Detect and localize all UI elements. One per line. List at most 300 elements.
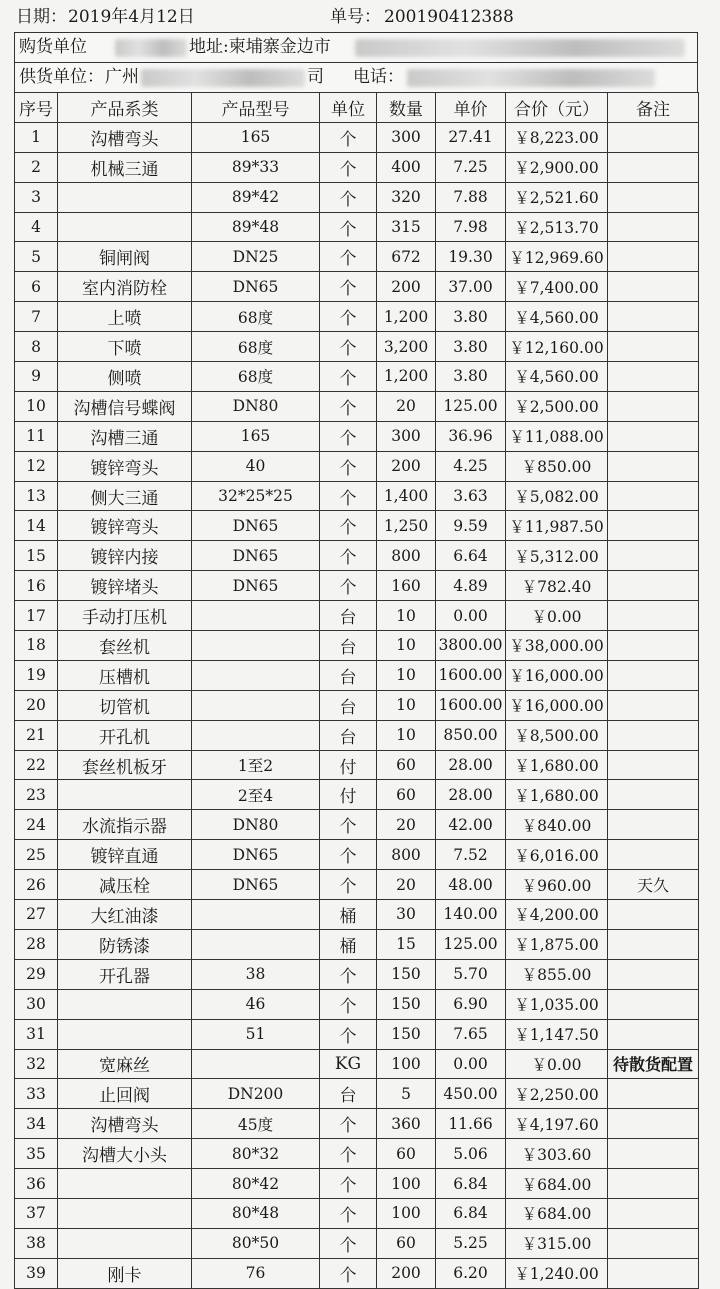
- note: [608, 601, 699, 631]
- product-model: 68度: [192, 332, 320, 362]
- quantity: 15: [377, 929, 436, 959]
- quantity: 60: [377, 750, 436, 780]
- unit: 个: [320, 870, 377, 900]
- product-category: 铜闸阀: [58, 242, 192, 272]
- note: [608, 660, 699, 690]
- product-category: 减压栓: [58, 870, 192, 900]
- table-row: [15, 302, 699, 332]
- table-row: [15, 690, 699, 720]
- unit-price: 7.65: [436, 1019, 506, 1049]
- line-total: ￥2,513.70: [506, 212, 608, 242]
- line-total: ￥960.00: [506, 870, 608, 900]
- row-index: 30: [15, 989, 58, 1019]
- table-row: [15, 631, 699, 661]
- note: [608, 720, 699, 750]
- note: [608, 362, 699, 392]
- table-row: [15, 1228, 699, 1258]
- redacted-buyer: [115, 39, 187, 57]
- note: [608, 1228, 699, 1258]
- date-order-line: [14, 4, 698, 32]
- table-header-row: [15, 93, 699, 123]
- note: [608, 122, 699, 152]
- unit-price: 48.00: [436, 870, 506, 900]
- quantity: 1,200: [377, 302, 436, 332]
- unit-price: 42.00: [436, 810, 506, 840]
- unit: 付: [320, 780, 377, 810]
- product-category: [58, 1169, 192, 1199]
- product-model: 68度: [192, 362, 320, 392]
- quantity: 400: [377, 152, 436, 182]
- note: [608, 571, 699, 601]
- product-model: [192, 660, 320, 690]
- row-index: 24: [15, 810, 58, 840]
- product-category: 镀锌内接: [58, 541, 192, 571]
- supplier-row: [14, 62, 698, 92]
- line-total: ￥303.60: [506, 1139, 608, 1169]
- unit: 个: [320, 989, 377, 1019]
- unit: 台: [320, 720, 377, 750]
- quantity: 20: [377, 870, 436, 900]
- note: [608, 541, 699, 571]
- table-row: [15, 332, 699, 362]
- line-total: ￥38,000.00: [506, 631, 608, 661]
- note: [608, 631, 699, 661]
- note: [608, 272, 699, 302]
- buyer-label: 购货单位: [19, 37, 87, 57]
- line-total: ￥4,200.00: [506, 900, 608, 930]
- table-row: [15, 212, 699, 242]
- row-index: 33: [15, 1079, 58, 1109]
- quantity: 200: [377, 451, 436, 481]
- product-category: 开孔器: [58, 959, 192, 989]
- unit: 个: [320, 1109, 377, 1139]
- row-index: 8: [15, 332, 58, 362]
- note: [608, 481, 699, 511]
- table-row: [15, 511, 699, 541]
- table-row: [15, 272, 699, 302]
- line-total: ￥684.00: [506, 1169, 608, 1199]
- line-total: ￥4,560.00: [506, 302, 608, 332]
- line-total: ￥0.00: [506, 1049, 608, 1079]
- line-total: ￥855.00: [506, 959, 608, 989]
- table-row: [15, 1049, 699, 1079]
- unit-price: 1600.00: [436, 690, 506, 720]
- product-category: 沟槽弯头: [58, 1109, 192, 1139]
- table-row: [15, 421, 699, 451]
- unit-price: 3.80: [436, 362, 506, 392]
- col-header-note: 备注: [608, 93, 699, 123]
- product-category: [58, 1198, 192, 1228]
- note: [608, 959, 699, 989]
- note: 天久: [608, 870, 699, 900]
- unit: 个: [320, 451, 377, 481]
- line-total: ￥12,969.60: [506, 242, 608, 272]
- unit-price: 9.59: [436, 511, 506, 541]
- date-label: 日期：: [16, 7, 67, 27]
- unit-price: 27.41: [436, 122, 506, 152]
- unit: 台: [320, 601, 377, 631]
- unit: 台: [320, 1079, 377, 1109]
- row-index: 29: [15, 959, 58, 989]
- quantity: 200: [377, 272, 436, 302]
- product-category: 侧喷: [58, 362, 192, 392]
- line-total: ￥11,088.00: [506, 421, 608, 451]
- col-header-model: 产品型号: [192, 93, 320, 123]
- unit-price: 5.06: [436, 1139, 506, 1169]
- note: [608, 1139, 699, 1169]
- quantity: 10: [377, 601, 436, 631]
- row-index: 1: [15, 122, 58, 152]
- supplier-name-start: 广州: [105, 67, 139, 87]
- product-model: 165: [192, 421, 320, 451]
- product-model: [192, 900, 320, 930]
- row-index: 21: [15, 720, 58, 750]
- product-model: DN80: [192, 391, 320, 421]
- product-model: DN65: [192, 541, 320, 571]
- unit-price: 125.00: [436, 929, 506, 959]
- product-category: 镀锌弯头: [58, 511, 192, 541]
- row-index: 32: [15, 1049, 58, 1079]
- product-category: 套丝机: [58, 631, 192, 661]
- note: [608, 302, 699, 332]
- product-model: 80*42: [192, 1169, 320, 1199]
- unit-price: 28.00: [436, 750, 506, 780]
- quantity: 20: [377, 391, 436, 421]
- product-model: 89*33: [192, 152, 320, 182]
- product-category: 手动打压机: [58, 601, 192, 631]
- product-model: [192, 720, 320, 750]
- note: [608, 840, 699, 870]
- unit: 个: [320, 1228, 377, 1258]
- product-category: 侧大三通: [58, 481, 192, 511]
- quantity: 200: [377, 1258, 436, 1288]
- row-index: 6: [15, 272, 58, 302]
- product-model: [192, 690, 320, 720]
- table-row: [15, 750, 699, 780]
- product-model: 40: [192, 451, 320, 481]
- table-row: [15, 870, 699, 900]
- note: [608, 332, 699, 362]
- product-category: 沟槽大小头: [58, 1139, 192, 1169]
- unit: 个: [320, 959, 377, 989]
- note: [608, 810, 699, 840]
- unit-price: 0.00: [436, 1049, 506, 1079]
- table-row: [15, 1139, 699, 1169]
- quantity: 150: [377, 989, 436, 1019]
- quantity: 150: [377, 1019, 436, 1049]
- row-index: 15: [15, 541, 58, 571]
- unit: 桶: [320, 929, 377, 959]
- product-category: 下喷: [58, 332, 192, 362]
- unit-price: 4.25: [436, 451, 506, 481]
- product-model: 80*48: [192, 1198, 320, 1228]
- product-category: 镀锌堵头: [58, 571, 192, 601]
- row-index: 39: [15, 1258, 58, 1288]
- unit: 个: [320, 242, 377, 272]
- product-model: [192, 929, 320, 959]
- unit-price: 140.00: [436, 900, 506, 930]
- note: [608, 690, 699, 720]
- unit-price: 6.84: [436, 1198, 506, 1228]
- line-total: ￥1,680.00: [506, 750, 608, 780]
- line-total: ￥782.40: [506, 571, 608, 601]
- table-row: [15, 242, 699, 272]
- table-row: [15, 810, 699, 840]
- line-total: ￥16,000.00: [506, 690, 608, 720]
- line-total: ￥0.00: [506, 601, 608, 631]
- line-total: ￥6,016.00: [506, 840, 608, 870]
- line-total: ￥5,312.00: [506, 541, 608, 571]
- line-total: ￥4,560.00: [506, 362, 608, 392]
- note: [608, 511, 699, 541]
- quantity: 300: [377, 421, 436, 451]
- row-index: 13: [15, 481, 58, 511]
- quantity: 20: [377, 810, 436, 840]
- unit: 个: [320, 152, 377, 182]
- line-total: ￥12,160.00: [506, 332, 608, 362]
- redacted-supplier: [141, 69, 305, 87]
- unit: 个: [320, 1139, 377, 1169]
- product-model: DN65: [192, 511, 320, 541]
- table-row: [15, 1258, 699, 1288]
- note: [608, 1198, 699, 1228]
- line-total: ￥16,000.00: [506, 660, 608, 690]
- table-row: [15, 1019, 699, 1049]
- product-category: 上喷: [58, 302, 192, 332]
- table-row: [15, 541, 699, 571]
- phone-label: 电话：: [353, 67, 404, 87]
- product-model: [192, 1049, 320, 1079]
- product-model: [192, 631, 320, 661]
- unit-price: 3.63: [436, 481, 506, 511]
- line-total: ￥11,987.50: [506, 511, 608, 541]
- quantity: 320: [377, 182, 436, 212]
- product-model: DN25: [192, 242, 320, 272]
- unit-price: 37.00: [436, 272, 506, 302]
- quantity: 5: [377, 1079, 436, 1109]
- product-category: 宽麻丝: [58, 1049, 192, 1079]
- row-index: 34: [15, 1109, 58, 1139]
- product-model: 68度: [192, 302, 320, 332]
- quantity: 10: [377, 631, 436, 661]
- product-category: 机械三通: [58, 152, 192, 182]
- quantity: 800: [377, 541, 436, 571]
- table-row: [15, 660, 699, 690]
- unit: 桶: [320, 900, 377, 930]
- line-total: ￥8,223.00: [506, 122, 608, 152]
- unit-price: 7.52: [436, 840, 506, 870]
- unit: 个: [320, 1019, 377, 1049]
- row-index: 10: [15, 391, 58, 421]
- product-category: [58, 1019, 192, 1049]
- col-header-index: 序号: [15, 93, 58, 123]
- product-category: 止回阀: [58, 1079, 192, 1109]
- product-category: [58, 989, 192, 1019]
- product-category: 套丝机板牙: [58, 750, 192, 780]
- quantity: 10: [377, 660, 436, 690]
- unit-price: 19.30: [436, 242, 506, 272]
- row-index: 11: [15, 421, 58, 451]
- line-total: ￥2,250.00: [506, 1079, 608, 1109]
- product-model: 51: [192, 1019, 320, 1049]
- product-model: DN65: [192, 571, 320, 601]
- unit: 个: [320, 272, 377, 302]
- unit-price: 0.00: [436, 601, 506, 631]
- table-row: [15, 989, 699, 1019]
- unit: 个: [320, 840, 377, 870]
- unit: 个: [320, 1198, 377, 1228]
- product-category: 镀锌直通: [58, 840, 192, 870]
- quantity: 1,200: [377, 362, 436, 392]
- product-category: 防锈漆: [58, 929, 192, 959]
- unit: 个: [320, 362, 377, 392]
- unit: 台: [320, 631, 377, 661]
- product-model: DN65: [192, 870, 320, 900]
- unit-price: 850.00: [436, 720, 506, 750]
- col-header-quantity: 数量: [377, 93, 436, 123]
- unit-price: 6.64: [436, 541, 506, 571]
- quantity: 100: [377, 1049, 436, 1079]
- unit: 个: [320, 1169, 377, 1199]
- quantity: 1,400: [377, 481, 436, 511]
- table-row: [15, 929, 699, 959]
- quantity: 10: [377, 720, 436, 750]
- quantity: 60: [377, 780, 436, 810]
- unit: 个: [320, 302, 377, 332]
- table-row: [15, 122, 699, 152]
- quantity: 360: [377, 1109, 436, 1139]
- product-model: 32*25*25: [192, 481, 320, 511]
- unit: 个: [320, 541, 377, 571]
- line-total: ￥1,035.00: [506, 989, 608, 1019]
- product-model: 1至2: [192, 750, 320, 780]
- line-total: ￥1,875.00: [506, 929, 608, 959]
- buyer-row: [14, 32, 698, 62]
- col-header-total: 合价（元）: [506, 93, 608, 123]
- line-total: ￥4,197.60: [506, 1109, 608, 1139]
- line-total: ￥2,900.00: [506, 152, 608, 182]
- table-row: [15, 182, 699, 212]
- table-row: [15, 1169, 699, 1199]
- row-index: 18: [15, 631, 58, 661]
- table-row: [15, 780, 699, 810]
- col-header-unit-price: 单价: [436, 93, 506, 123]
- quantity: 30: [377, 900, 436, 930]
- line-total: ￥8,500.00: [506, 720, 608, 750]
- product-model: 45度: [192, 1109, 320, 1139]
- quantity: 100: [377, 1198, 436, 1228]
- unit-price: 125.00: [436, 391, 506, 421]
- product-category: 室内消防栓: [58, 272, 192, 302]
- unit: 个: [320, 511, 377, 541]
- note: [608, 152, 699, 182]
- row-index: 12: [15, 451, 58, 481]
- unit-price: 7.98: [436, 212, 506, 242]
- table-row: [15, 391, 699, 421]
- unit: 个: [320, 481, 377, 511]
- unit: 付: [320, 750, 377, 780]
- product-model: 89*48: [192, 212, 320, 242]
- unit: 个: [320, 810, 377, 840]
- table-row: [15, 152, 699, 182]
- unit: 个: [320, 332, 377, 362]
- line-total: ￥2,521.60: [506, 182, 608, 212]
- note: 待散货配置: [608, 1049, 699, 1079]
- table-row: [15, 959, 699, 989]
- quantity: 1,250: [377, 511, 436, 541]
- unit-price: 5.70: [436, 959, 506, 989]
- table-row: [15, 720, 699, 750]
- product-category: [58, 182, 192, 212]
- product-model: 76: [192, 1258, 320, 1288]
- order-number: 200190412388: [384, 7, 514, 27]
- note: [608, 1079, 699, 1109]
- unit-price: 6.84: [436, 1169, 506, 1199]
- product-model: 89*42: [192, 182, 320, 212]
- unit: 个: [320, 1258, 377, 1288]
- note: [608, 421, 699, 451]
- unit-price: 7.25: [436, 152, 506, 182]
- unit-price: 3.80: [436, 302, 506, 332]
- items-table: [14, 92, 699, 1289]
- product-model: 38: [192, 959, 320, 989]
- note: [608, 900, 699, 930]
- line-total: ￥850.00: [506, 451, 608, 481]
- address-label: 地址:柬埔寨金边市: [189, 37, 331, 57]
- table-row: [15, 1198, 699, 1228]
- product-model: 2至4: [192, 780, 320, 810]
- row-index: 20: [15, 690, 58, 720]
- unit: 个: [320, 571, 377, 601]
- product-model: DN65: [192, 272, 320, 302]
- quantity: 60: [377, 1139, 436, 1169]
- row-index: 26: [15, 870, 58, 900]
- product-category: 沟槽弯头: [58, 122, 192, 152]
- supplier-label: 供货单位：: [19, 67, 104, 87]
- quantity: 800: [377, 840, 436, 870]
- unit-price: 1600.00: [436, 660, 506, 690]
- unit-price: 4.89: [436, 571, 506, 601]
- note: [608, 1109, 699, 1139]
- unit: 个: [320, 391, 377, 421]
- note: [608, 242, 699, 272]
- product-category: 沟槽信号蝶阀: [58, 391, 192, 421]
- product-model: DN80: [192, 810, 320, 840]
- note: [608, 182, 699, 212]
- product-model: DN200: [192, 1079, 320, 1109]
- product-category: [58, 1228, 192, 1258]
- unit-price: 7.88: [436, 182, 506, 212]
- row-index: 25: [15, 840, 58, 870]
- redacted-address: [355, 39, 685, 57]
- line-total: ￥315.00: [506, 1228, 608, 1258]
- note: [608, 989, 699, 1019]
- product-model: 46: [192, 989, 320, 1019]
- row-index: 3: [15, 182, 58, 212]
- row-index: 4: [15, 212, 58, 242]
- table-row: [15, 900, 699, 930]
- table-row: [15, 481, 699, 511]
- unit: 个: [320, 122, 377, 152]
- col-header-unit: 单位: [320, 93, 377, 123]
- row-index: 31: [15, 1019, 58, 1049]
- quantity: 160: [377, 571, 436, 601]
- note: [608, 750, 699, 780]
- quantity: 150: [377, 959, 436, 989]
- line-total: ￥1,680.00: [506, 780, 608, 810]
- col-header-category: 产品系类: [58, 93, 192, 123]
- line-total: ￥1,240.00: [506, 1258, 608, 1288]
